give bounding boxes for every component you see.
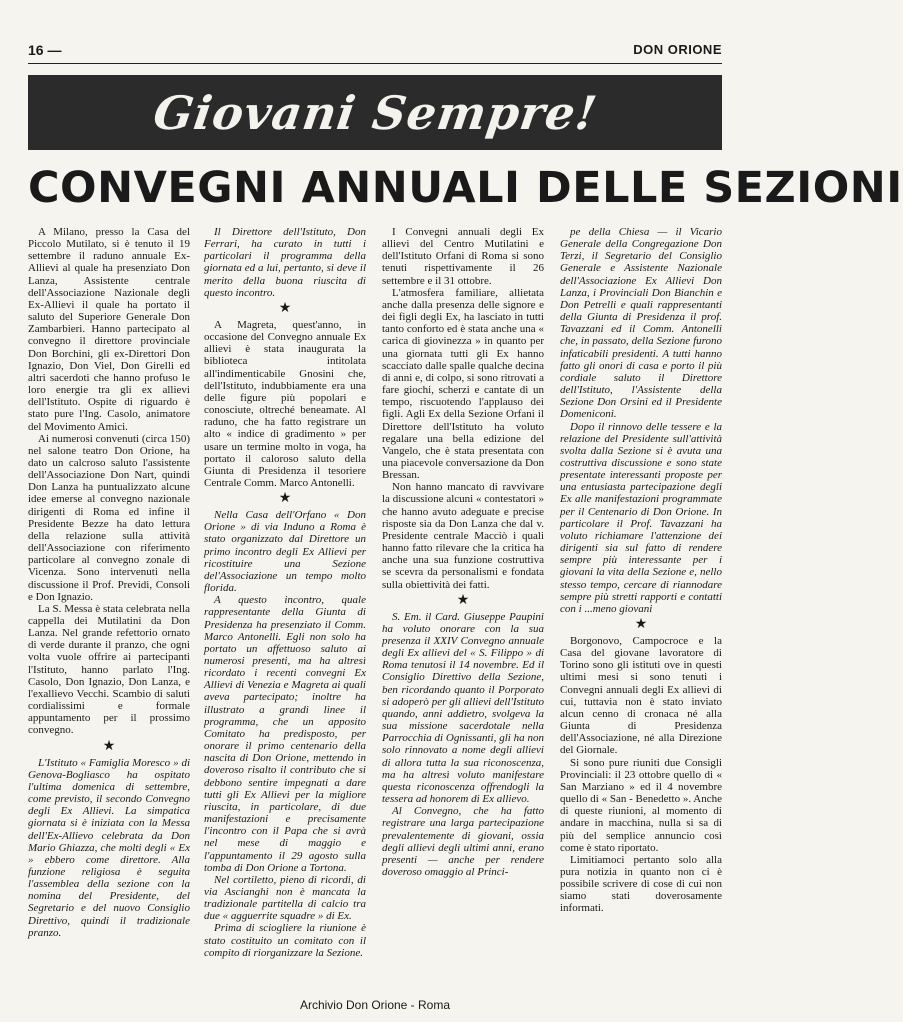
paragraph: Dopo il rinnovo delle tessere e la relazione del Presidente sull'attività svolta dalla Sezione si è avuta una costruttiva discussione e sono state presentate interessanti proposte per una entusiasta partecipazione degli Ex alle manifestazioni programmate per il Centenario di Don Orione. In particolare il Prof. Tavazzani ha voluto richiamare l'attenzione dei dirigenti sia sul fatto di rendere sempre più interessante per i giovani la vita della Sezione e, nello stesso tempo, cercare di riannodare sempre più stretti rapporti e contatti con i ...meno giovani [560, 420, 722, 615]
headline: CONVEGNI ANNUALI DELLE SEZIONI [28, 163, 903, 213]
paragraph: Al Convegno, che ha fatto registrare una larga partecipazione prevalentemente di giovani, ossia degli allievi degli ultimi anni, erano presenti — anche per rendere doveroso omaggio al Princi- [382, 805, 544, 878]
paragraph: Si sono pure riuniti due Consigli Provinciali: il 23 ottobre quello di « San Marziano » ed il 4 novembre quello di « San - Benedetto ». Anche di queste riunioni, al momento di andare in macchina, nulla si sa di più del semplice annuncio così come è stato riportato. [560, 756, 722, 854]
paragraph: S. Em. il Card. Giuseppe Paupini ha voluto onorare con la sua presenza il XXIV Convegno annuale degli Ex allievi del « S. Filippo » di Roma tenutosi il 14 novembre. Ed il Consiglio Direttivo della Sezione, ben ricordando quanto il Porporato si adoperò per gli allievi dell'Istituto quando, anni addietro, svolgeva la sua missione sacerdotale nella Parrocchia di Ognissanti, gli ha non solo rinnovato a nome degli allievi di allora tutta la sua riconoscenza, ma ha altresì voluto manifestare questa riconoscenza offrendogli la tessera ad honorem di Ex allievo. [382, 610, 544, 806]
section-separator-star: ★ [456, 592, 470, 608]
section-separator-star: ★ [634, 617, 648, 632]
paragraph: A questo incontro, quale rappresentante della Giunta di Presidenza ha presenziato il Comm. Marco Antonelli. Egli non solo ha portato un affettuoso saluto ai numerosi presenti, ma ha altresì ricordato i recenti convegni Ex Allievi di Venezia e Magreta ai quali aveva partecipato; inoltre ha illustrato a grandi linee il programma, che un apposito Comitato ha predisposto, per onorare il primo centenario della nascita di Don Orione, mettendo in doveroso risalto il contributo che si debbono sentire impegnati a dare tutti gli Ex Allievi per la migliore riuscita, in particolare, di due manifestazioni e precisamente l'incontro con il Papa che si avrà nel mese di maggio e l'appuntamento il 29 agosto sulla tomba di Don Orione a Tortona. [204, 594, 366, 874]
paragraph: L'atmosfera familiare, allietata anche dalla presenza delle signore e dei figli degli Ex, ha lasciato in tutti tanto conforto ed è stata anche una « carica di giovinezza » in quanto per una giornata tutti gli Ex hanno scacciato dalle spalle qualche decina di anni e, di colpo, si sono ritrovati a fare giochi, scherzi e cantate di un tempo, riscuotendo l'applauso dei figli. Agli Ex della Sezione Orfani il Direttore dell'Istituto ha voluto regalare una bella edizione del Vangelo, che è stata presentata con una piacevole conversazione da Don Bressan. [382, 286, 544, 482]
column-4 [560, 226, 722, 988]
page-header [28, 40, 722, 64]
paragraph: A Milano, presso la Casa del Piccolo Mutilato, si è tenuto il 19 settembre il raduno annuale Ex-Allievi al quale ha presenziato Don Lanza, Assistente centrale dell'Associazione Nazionale degli Ex-Allievi il quale ha portato il saluto del Superiore Generale Don Zambarbieri. Hanno partecipato al convegno il direttore provinciale Don Borchini, gli ex-Direttori Don Ignazio, Don Viel, Don Girelli ed altri sacerdoti che hanno profuso le loro energie tra gli ex allievi dell'Istituto. Ospite di riguardo è stato pure l'Ing. Casolo, animatore del Movimento Amici. [28, 226, 190, 433]
section-separator-star: ★ [278, 491, 292, 507]
paragraph: Nel cortiletto, pieno di ricordi, di via Ascianghi non è mancata la tradizionale partitella di calcio tra due « agguerrite squadre » di Ex. [204, 873, 366, 923]
title-banner [28, 75, 722, 150]
column-1 [28, 226, 190, 988]
section-separator-star: ★ [278, 300, 292, 316]
archive-footer: Archivio Don Orione - Roma [299, 998, 451, 1012]
header-rule [28, 63, 722, 64]
paragraph: L'Istituto « Famiglia Moresco » di Genova-Bogliasco ha ospitato l'ultima domenica di settembre, come previsto, il secondo Convegno degli Ex Allievi. La simpatica giornata si è iniziata con la Messa dell'Ex-Allievo celebrata da Don Mario Ghiazza, che molti degli « Ex » ebbero come direttore. Alla funzione religiosa è seguita l'assemblea della sezione con la nomina del Presidente, del Segretario e del nuovo Consiglio Direttivo, quindi il tradizionale pranzo. [28, 756, 190, 939]
section-separator-star: ★ [102, 738, 116, 754]
page-number: 16 — [28, 42, 62, 58]
paragraph: Non hanno mancato di ravvivare la discussione alcuni « contestatori » che hanno avuto adeguate e precise risposte sia da Don Lanza che dal v. Presidente centrale Macciò i quali hanno fatto rilevare che la critica ha anche una sua funzione costruttiva se scevra da personalismi e fondata sulla obiettività dei fatti. [382, 481, 544, 591]
paragraph: Il Direttore dell'Istituto, Don Ferrari, ha curato in tutti i particolari il programma della giornata ed a lui, pertanto, si deve il merito della buona riuscita di questo incontro. [204, 226, 366, 299]
paragraph: pe della Chiesa — il Vicario Generale della Congregazione Don Terzi, il Segretario del Consiglio Generale e Assistente Nazionale dell'Associazione Ex Allievi Don Lanza, i Provinciali Don Bianchin e Don Petrelli e quali rappresentanti della Giunta di Presidenza il prof. Tavazzani ed il Comm. Antonelli che, in passato, della Sezione furono infaticabili presidenti. A tutti hanno fatto gli onori di casa e porto il più cordiale saluto il Direttore dell'Istituto, l'Assistente della Sezione Don Orsini ed il Presidente Domeniconi. [560, 226, 722, 421]
article-body [28, 226, 722, 988]
banner-text: Giovani Sempre! [149, 85, 601, 140]
paragraph: I Convegni annuali degli Ex allievi del Centro Mutilatini e dell'Istituto Orfani di Roma si sono tenuti rispettivamente il 26 settembre e il 31 ottobre. [382, 226, 544, 287]
paragraph: Limitiamoci pertanto solo alla pura notizia in quanto non ci è possibile scrivere di cose di cui non siamo stati doverosamente informati. [560, 853, 722, 915]
paragraph: Nella Casa dell'Orfano « Don Orione » di via Induno a Roma è stato organizzato dal Direttore un primo incontro degli Ex Allievi per ricostituire una Sezione del'Associazione un tempo molto florida. [204, 509, 366, 595]
paragraph: A Magreta, quest'anno, in occasione del Convegno annuale Ex allievi è stata inaugurata la biblioteca intitolata all'indimenticabile Gnosini che, dell'Istituto, indubbiamente era una delle figure più popolari e conosciute, oltreché beneamate. Al raduno, che ha fatto registrare un alto « indice di gradimento » per usare un termine molto in voga, ha portato il caloroso saluto della Giunta di Presidenza il tesoriere Centrale Comm. Marco Antonelli. [204, 318, 366, 489]
paragraph: Borgonovo, Campocroce e la Casa del giovane lavoratore di Torino sono gli istituti ove in questi ultimi mesi si sono tenuti i Convegni annuali degli Ex allievi di cui, tuttavia non è stato inviato alcun cenno di cronaca né alla Giunta di Presidenza dell'Associazione, né alla Direzione del Giornale. [560, 635, 722, 757]
paragraph: Prima di sciogliere la riunione è stato costituito un comitato con il compito di riorganizzare la Sezione. [204, 922, 366, 959]
column-2 [204, 226, 366, 988]
paragraph: Ai numerosi convenuti (circa 150) nel salone teatro Don Orione, ha dato un calcroso saluto l'assistente dell'Associazione Don Nart, quindi Don Lanza ha puntualizzato alcune idee emerse al convegno nazionale dirigenti di Roma ed infine il Presidente Bezze ha dato lettura della relazione sulla attività dell'Associazione con riferimento particolare al convegno zonale di Vicenza. Sono intervenuti nella discussione il Prof. Previdi, Consoli e Don Ignazio. [28, 432, 190, 603]
column-3 [382, 226, 544, 988]
journal-title: DON ORIONE [633, 42, 722, 57]
paragraph: La S. Messa è stata celebrata nella cappella dei Mutilatini da Don Lanza. Nel grande refettorio ornato di verde durante il pranzo, che ogni volta vuole offrire ai partecipanti l'Istituto, hanno parlato l'Ing. Casolo, Don Ignazio, Don Lanza, e l'exallievo Vecchi. Scambio di saluti cordialissimi e formale appuntamento per il prossimo convegno. [28, 602, 190, 737]
